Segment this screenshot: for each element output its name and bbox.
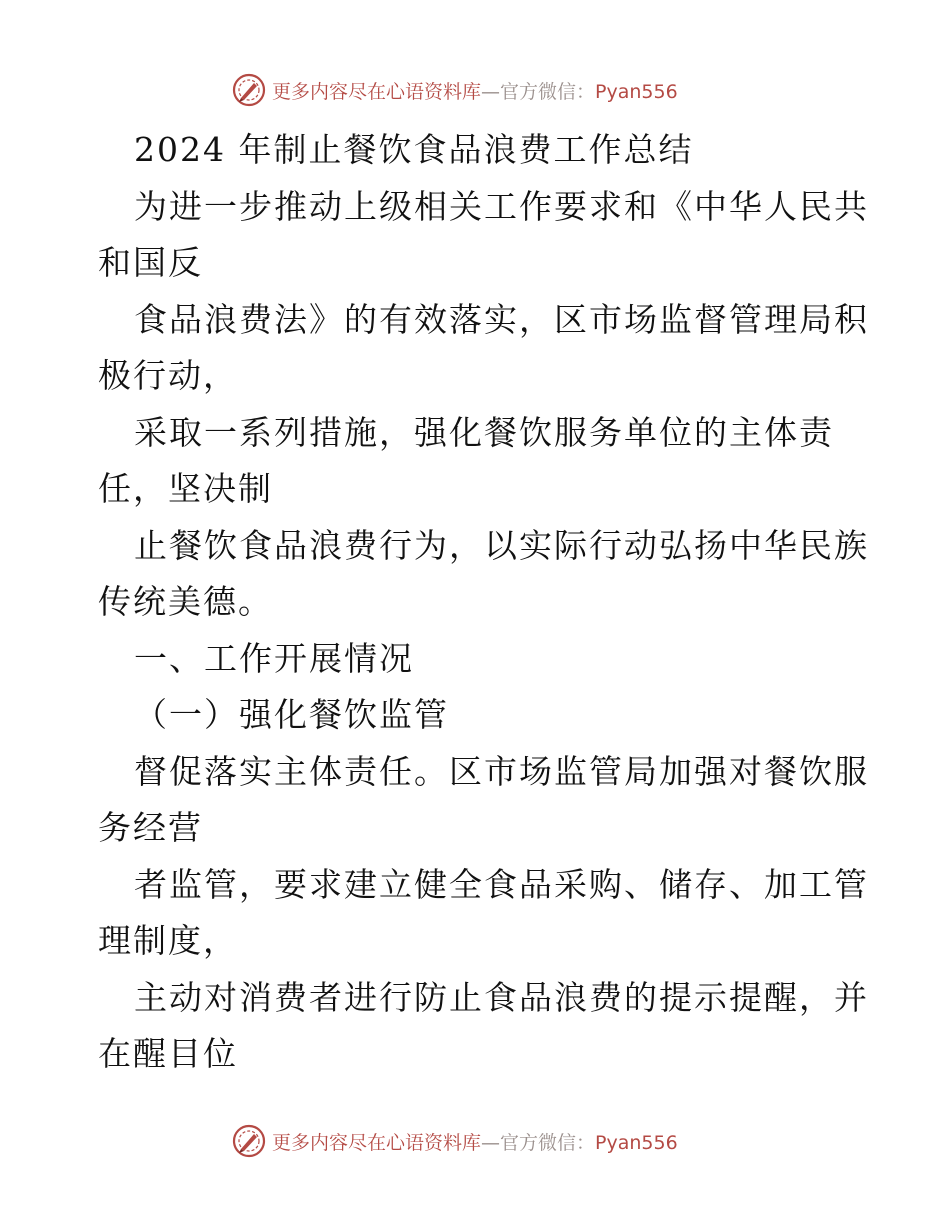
paragraph-line: 理制度， [98, 921, 238, 960]
paragraph-line: 者监管，要求建立健全食品采购、储存、加工管 [134, 864, 869, 904]
subsection-heading: （一）强化餐饮监管 [134, 695, 449, 734]
paragraph-line: 和国反 [98, 243, 203, 282]
pen-logo-icon [232, 73, 266, 107]
paragraph-line: 食品浪费法》的有效落实，区市场监督管理局积 [134, 299, 869, 339]
paragraph-line: 主动对消费者进行防止食品浪费的提示提醒，并 [134, 977, 869, 1017]
paragraph-line: 在醒目位 [98, 1034, 238, 1073]
section-heading: 一、工作开展情况 [134, 638, 414, 678]
paragraph-line: 采取一系列措施，强化餐饮服务单位的主体责 [134, 412, 834, 452]
paragraph-line: 务经营 [98, 808, 203, 847]
watermark-banner-bottom [232, 1123, 678, 1159]
paragraph-line: 任，坚决制 [98, 469, 273, 508]
paragraph-line: 传统美德。 [98, 582, 273, 621]
paragraph-line: 止餐饮食品浪费行为，以实际行动弘扬中华民族 [134, 525, 869, 565]
paragraph-line: 为进一步推动上级相关工作要求和《中华人民共 [134, 186, 869, 226]
document-body [98, 122, 869, 1083]
document-title: 2024 年制止餐饮食品浪费工作总结 [134, 130, 694, 169]
watermark-text: 更多内容尽在心语资料库—官方微信：Pyan556 [272, 80, 678, 103]
watermark-text: 更多内容尽在心语资料库—官方微信：Pyan556 [272, 1131, 678, 1154]
pen-logo-icon [232, 1124, 266, 1158]
paragraph-line: 极行动， [98, 356, 238, 395]
watermark-banner-top [232, 72, 678, 108]
paragraph-line: 督促落实主体责任。区市场监管局加强对餐饮服 [134, 751, 869, 791]
